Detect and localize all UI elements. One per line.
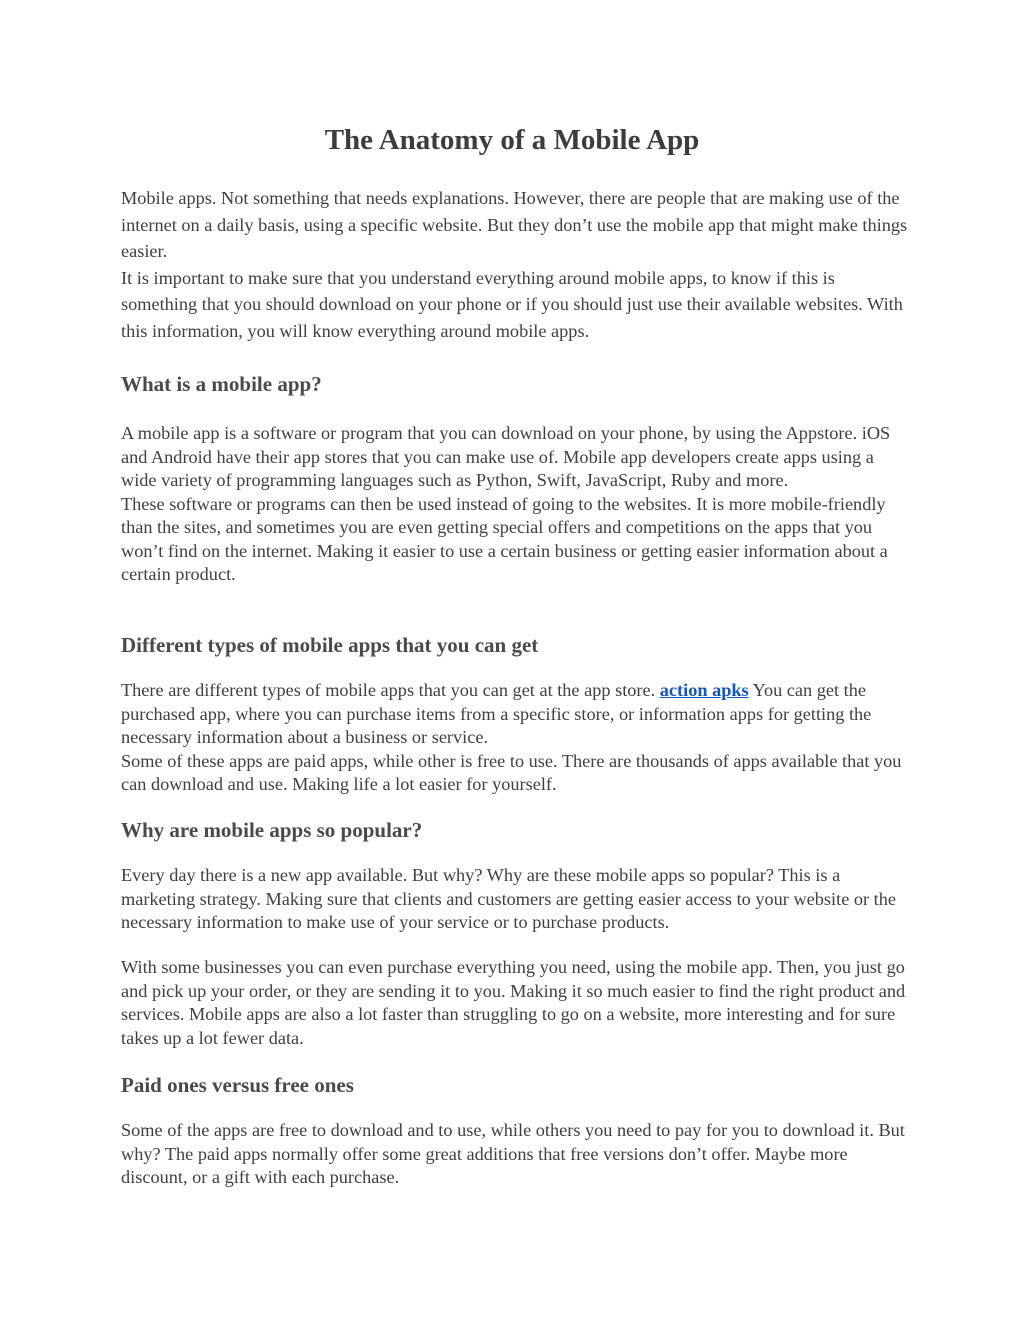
- section-heading-why-popular: Why are mobile apps so popular?: [121, 818, 423, 842]
- intro-section: [121, 185, 911, 344]
- intro-paragraph-2: It is important to make sure that you understand everything around mobile apps, to know if this is something that you should download on your phone or if you should just use their available websites. With this information, you will know everything around mobile apps.: [121, 267, 903, 341]
- section-types-of-apps: [121, 679, 911, 797]
- section-what-is-mobile-app: [121, 422, 911, 587]
- action-apks-link[interactable]: action apks: [659, 680, 749, 700]
- section-heading-types-of-apps: Different types of mobile apps that you can get: [121, 633, 539, 657]
- section-why-popular-paragraph-2: With some businesses you can even purchase everything you need, using the mobile app. Then, you just go and pick up your order, or they are sending it to you. Making it so much easier to find the right product and services. Mobile apps are also a lot faster than struggling to go on a website, more interesting and for sure takes up a lot fewer data.: [121, 957, 906, 1048]
- section-heading-paid-vs-free: Paid ones versus free ones: [121, 1073, 354, 1097]
- section-2-paragraph-1: [121, 679, 911, 750]
- document-title: The Anatomy of a Mobile App: [324, 124, 700, 156]
- section-1-paragraph-1: A mobile app is a software or program that you can download on your phone, by using the Appstore. iOS and Android have their app stores that you can make use of. Mobile app developers create apps using a wide variety of programming languages such as Python, Swift, JavaScript, Ruby and more.: [121, 423, 891, 490]
- section-why-popular-paragraph-1: Every day there is a new app available. But why? Why are these mobile apps so popular? This is a marketing strategy. Making sure that clients and customers are getting easier access to your website or the necessary information to make use of your service or to purchase products.: [121, 865, 897, 932]
- section-2-paragraph-2: Some of these apps are paid apps, while other is free to use. There are thousands of apps available that you can download and use. Making life a lot easier for yourself.: [121, 750, 902, 794]
- section-heading-what-is-mobile-app: What is a mobile app?: [121, 372, 322, 396]
- section-2-text-after-link: You can get the purchased app, where you can purchase items from a specific store, or information apps for getting the necessary information about a business or service.: [121, 680, 872, 747]
- section-2-text-before-link: There are different types of mobile apps that you can get at the app store.: [121, 680, 656, 700]
- section-paid-vs-free-paragraph: Some of the apps are free to download and to use, while others you need to pay for you to download it. But why? The paid apps normally offer some great additions that free versions don’t offer. Maybe more discount, or a gift with each purchase.: [121, 1120, 905, 1187]
- section-1-paragraph-2: These software or programs can then be used instead of going to the websites. It is more mobile-friendly than the sites, and sometimes you are even getting special offers and competitions on the apps that you won’t find on the internet. Making it easier to use a certain business or getting easier information about a certain product.: [121, 493, 888, 584]
- intro-paragraph-1: Mobile apps. Not something that needs explanations. However, there are people that are making use of the internet on a daily basis, using a specific website. But they don’t use the mobile app that might make things easier.: [121, 188, 908, 261]
